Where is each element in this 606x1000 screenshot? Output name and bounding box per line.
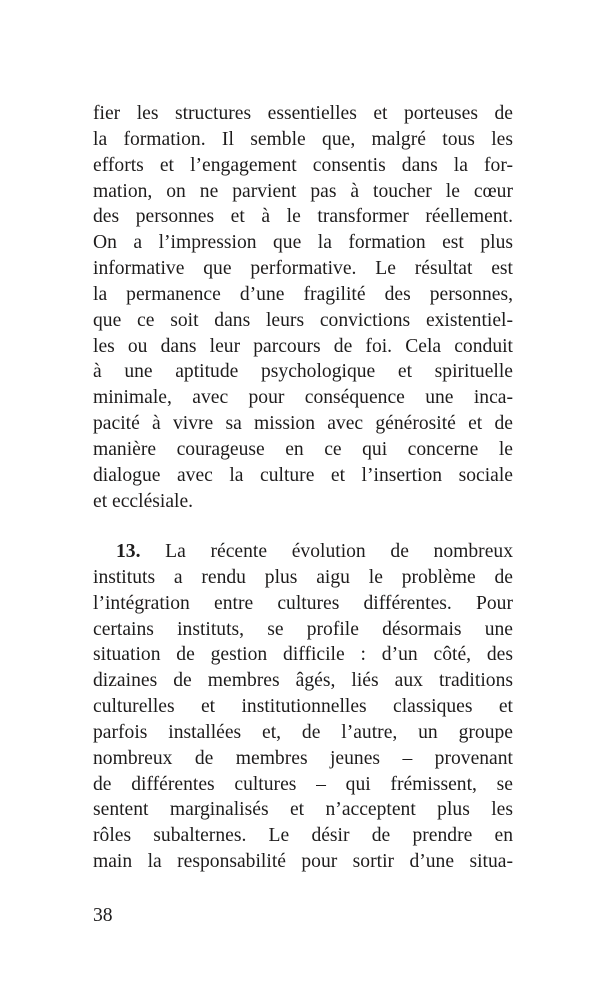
text-line: la permanence d’une fragilité des personnes, xyxy=(93,283,513,305)
text-line-content: La récente évolution de nombreux xyxy=(165,541,513,562)
text-line: que ce soit dans leurs convictions existentiel- xyxy=(93,309,513,331)
text-line: On a l’impression que la formation est plus xyxy=(93,232,513,254)
paragraph-13 xyxy=(93,539,513,875)
text-line: les ou dans leur parcours de foi. Cela conduit xyxy=(93,335,513,357)
text-line: culturelles et institutionnelles classiques et xyxy=(93,696,513,718)
text-line: efforts et l’engagement consentis dans la for- xyxy=(93,154,513,176)
text-line: de différentes cultures – qui frémissent, se xyxy=(93,773,513,795)
text-line: des personnes et à le transformer réellement. xyxy=(93,206,513,228)
text-line: certains instituts, se profile désormais une xyxy=(93,618,513,640)
text-line: situation de gestion difficile : d’un côté, des xyxy=(93,644,513,666)
text-line: la formation. Il semble que, malgré tous les xyxy=(93,128,513,150)
paragraph-continued xyxy=(93,101,513,515)
text-line: minimale, avec pour conséquence une inca- xyxy=(93,387,513,409)
text-line: fier les structures essentielles et porteuses de xyxy=(93,103,513,124)
text-line: main la responsabilité pour sortir d’une situa- xyxy=(93,851,513,873)
text-line: informative que performative. Le résultat est xyxy=(93,258,513,280)
text-line: mation, on ne parvient pas à toucher le cœur xyxy=(93,180,513,202)
text-line: instituts a rendu plus aigu le problème de xyxy=(93,566,513,588)
text-line: rôles subalternes. Le désir de prendre en xyxy=(93,825,513,847)
text-line: l’intégration entre cultures différentes. Pour xyxy=(93,592,513,614)
text-line xyxy=(93,539,513,565)
text-line: à une aptitude psychologique et spirituelle xyxy=(93,361,513,383)
text-line: sentent marginalisés et n’acceptent plus les xyxy=(93,799,513,821)
paragraph-number: 13. xyxy=(116,541,141,562)
text-line: pacité à vivre sa mission avec générosité et de xyxy=(93,413,513,435)
text-line: dizaines de membres âgés, liés aux traditions xyxy=(93,670,513,692)
page-number: 38 xyxy=(93,905,113,926)
text-line: manière courageuse en ce qui concerne le xyxy=(93,438,513,460)
text-line: dialogue avec la culture et l’insertion sociale xyxy=(93,464,513,486)
text-line: et ecclésiale. xyxy=(93,490,194,512)
text-line: parfois installées et, de l’autre, un groupe xyxy=(93,721,513,743)
text-line: nombreux de membres jeunes – provenant xyxy=(93,747,513,769)
